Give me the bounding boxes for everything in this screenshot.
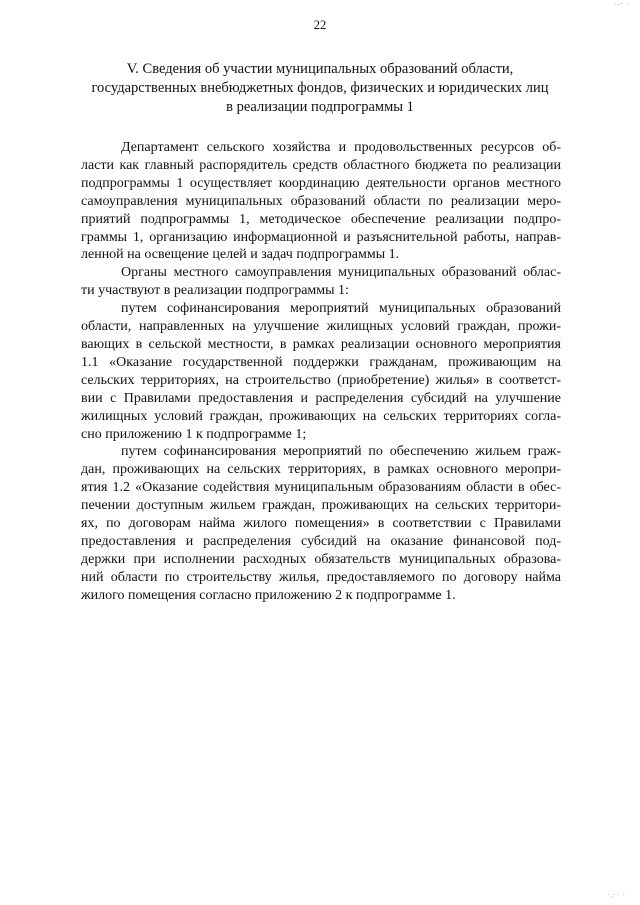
paragraph-local-government xyxy=(81,264,561,300)
paragraph-department-role xyxy=(81,139,561,264)
text-line: предоставления и распределения субсидий на оказание финансовой под- xyxy=(81,533,561,549)
text-line: граммы 1, организацию информационной и разъяснительной работы, направ- xyxy=(81,229,561,245)
text-line: вии с Правилами предоставления и распределения субсидий на улучшение xyxy=(81,390,561,406)
text-line: путем софинансирования мероприятий муниципальных образований xyxy=(121,301,561,317)
text-line: сно приложению 1 к подпрограмме 1; xyxy=(81,426,307,442)
body-text xyxy=(81,139,561,605)
text-line: приятий подпрограммы 1, методическое обеспечение реализации подпро- xyxy=(81,211,561,227)
text-line: жилого помещения согласно приложению 2 к подпрограмме 1. xyxy=(81,587,456,603)
text-line: Департамент сельского хозяйства и продовольственных ресурсов об- xyxy=(121,140,561,155)
section-heading-line: в реализации подпрограммы 1 xyxy=(226,99,414,115)
section-heading-line: государственных внебюджетных фондов, физических и юридических лиц xyxy=(91,80,549,96)
text-line: держки при исполнении расходных обязательств муниципальных образова- xyxy=(81,551,561,567)
paragraph-measure-1-1 xyxy=(81,300,561,443)
text-line: вающих в сельской местности, в рамках реализации основного мероприятия xyxy=(81,336,561,352)
text-line: ти участвуют в реализации подпрограммы 1: xyxy=(81,283,349,299)
text-line: путем софинансирования мероприятий по обеспечению жильем граж- xyxy=(121,444,561,460)
text-line: печении доступным жильем граждан, проживающих на сельских территори- xyxy=(81,498,561,514)
scan-mark-bottom: ·.·· · xyxy=(607,891,626,899)
text-line: Органы местного самоуправления муниципальных образований облас- xyxy=(121,265,561,281)
section-heading xyxy=(80,60,560,117)
section-heading-line: V. Сведения об участии муниципальных образований области, xyxy=(126,61,514,77)
text-line: подпрограммы 1 осуществляет координацию деятельности органов местного xyxy=(81,175,561,191)
text-line: дан, проживающих на сельских территориях, в рамках основного меропри- xyxy=(81,462,561,478)
text-line: жилищных условий граждан, проживающих на сельских территориях согла- xyxy=(81,408,561,424)
text-line: ленной на освещение целей и задач подпрограммы 1. xyxy=(81,247,400,263)
text-line: ятия 1.2 «Оказание содействия муниципальным образованиям области в обес- xyxy=(81,480,561,496)
scan-mark-top: ·-· · xyxy=(613,0,630,8)
text-line: ях, по договорам найма жилого помещения» в соответствии с Правилами xyxy=(81,516,561,532)
page-number: 22 xyxy=(313,18,327,32)
text-line: ний области по строительству жилья, предоставляемого по договору найма xyxy=(81,569,561,585)
text-line: сельских территориях, на строительство (приобретение) жилья» в соответст- xyxy=(81,372,561,388)
text-line: 1.1 «Оказание государственной поддержки гражданам, проживающим на xyxy=(81,354,561,370)
text-line: области, направленных на улучшение жилищных условий граждан, прожи- xyxy=(81,319,561,335)
text-line: ласти как главный распорядитель средств областного бюджета по реализации xyxy=(81,157,561,173)
text-line: самоуправления муниципальных образований области по реализации меро- xyxy=(81,193,561,209)
paragraph-measure-1-2 xyxy=(81,443,561,604)
